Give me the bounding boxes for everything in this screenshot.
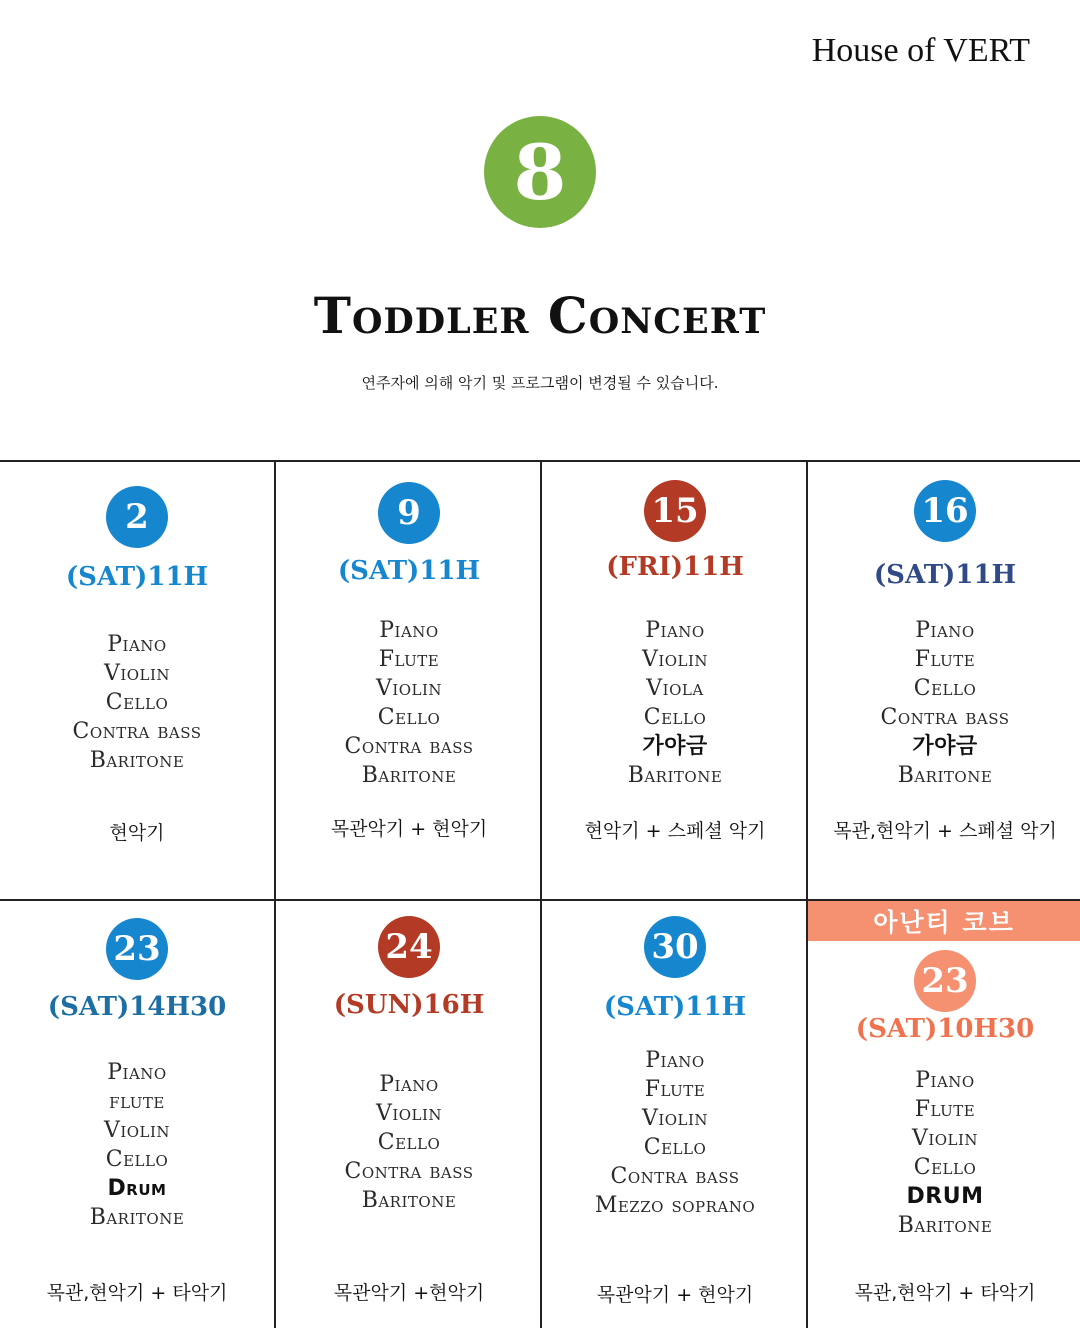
instrument: Flute — [644, 1077, 706, 1102]
instrument: flute — [109, 1089, 165, 1114]
date-badge: 2 — [106, 486, 168, 548]
instrument: DRUM — [906, 1184, 984, 1209]
concert-cell — [4, 918, 270, 1318]
instrument: Cello — [377, 1130, 441, 1155]
instrument: Baritone — [89, 748, 185, 773]
concert-cell — [4, 486, 270, 896]
instrument: Drum — [107, 1176, 167, 1201]
instrument-category: 목관악기 + 현악기 — [330, 818, 488, 840]
instrument: Cello — [105, 1147, 169, 1172]
instrument: Baritone — [897, 763, 993, 788]
date-badge: 15 — [644, 480, 706, 542]
instrument-category: 현악기 + 스페셜 악기 — [584, 820, 766, 842]
day-time: (SAT)10H30 — [855, 1014, 1035, 1044]
instrument: Piano — [645, 618, 705, 643]
instrument-list — [276, 1070, 542, 1215]
instrument-list — [542, 616, 808, 790]
instrument: Viola — [646, 676, 704, 701]
brand-name: House of VERT — [811, 32, 1030, 69]
instrument: Piano — [915, 618, 975, 643]
day-time: (FRI)11H — [606, 552, 744, 582]
instrument: Baritone — [361, 763, 457, 788]
instrument: Violin — [375, 676, 443, 701]
instrument-category: 목관,현악기 + 타악기 — [854, 1282, 1036, 1304]
instrument: Violin — [641, 647, 709, 672]
date-badge: 24 — [378, 916, 440, 978]
instrument-category: 현악기 — [109, 822, 165, 844]
instrument: Cello — [913, 676, 977, 701]
instrument: Cello — [913, 1155, 977, 1180]
instrument: Cello — [105, 690, 169, 715]
instrument: Cello — [643, 705, 707, 730]
instrument: Piano — [107, 1060, 167, 1085]
instrument: Violin — [911, 1126, 979, 1151]
day-time: (SAT)11H — [873, 560, 1017, 590]
instrument-list — [542, 1046, 808, 1220]
instrument-list — [812, 1066, 1078, 1240]
instrument: Contra bass — [344, 734, 474, 759]
instrument: Violin — [641, 1106, 709, 1131]
concert-cell — [276, 482, 542, 892]
instrument: Baritone — [897, 1213, 993, 1238]
instrument-list — [812, 616, 1078, 790]
instrument: Piano — [107, 632, 167, 657]
instrument: 가야금 — [912, 734, 978, 759]
instrument-category: 목관악기 +현악기 — [333, 1282, 485, 1304]
instrument-list — [4, 630, 270, 775]
instrument: Mezzo soprano — [594, 1193, 756, 1218]
instrument: Baritone — [361, 1188, 457, 1213]
page-subtitle: 연주자에 의해 악기 및 프로그램이 변경될 수 있습니다. — [361, 374, 719, 392]
concert-cell — [542, 480, 808, 890]
concert-cell — [812, 950, 1078, 1320]
concert-cell — [542, 916, 808, 1316]
day-time: (SAT)11H — [65, 562, 209, 592]
instrument: Piano — [379, 618, 439, 643]
concert-cell — [812, 480, 1078, 890]
instrument-list — [4, 1058, 270, 1232]
instrument: Flute — [378, 647, 440, 672]
date-badge: 23 — [914, 950, 976, 1012]
instrument: Piano — [645, 1048, 705, 1073]
instrument: Piano — [915, 1068, 975, 1093]
date-badge: 9 — [378, 482, 440, 544]
instrument-category: 목관,현악기 + 타악기 — [46, 1282, 228, 1304]
date-badge: 23 — [106, 918, 168, 980]
page-title: Toddler Concert — [313, 286, 767, 345]
day-time: (SAT)11H — [603, 992, 747, 1022]
day-time: (SAT)14H30 — [47, 992, 227, 1022]
date-badge: 16 — [914, 480, 976, 542]
instrument: Baritone — [627, 763, 723, 788]
month-badge: 8 — [484, 116, 596, 228]
day-time: (SAT)11H — [337, 556, 481, 586]
instrument: Cello — [377, 705, 441, 730]
instrument-list — [276, 616, 542, 790]
instrument: Violin — [375, 1101, 443, 1126]
concert-cell — [276, 916, 542, 1316]
day-time: (SUN)16H — [333, 990, 485, 1020]
instrument: Contra bass — [880, 705, 1010, 730]
instrument: Piano — [379, 1072, 439, 1097]
instrument-category: 목관악기 + 현악기 — [596, 1284, 754, 1306]
instrument-category: 목관,현악기 + 스페셜 악기 — [833, 820, 1057, 842]
instrument: Contra bass — [610, 1164, 740, 1189]
instrument: Baritone — [89, 1205, 185, 1230]
instrument: Contra bass — [72, 719, 202, 744]
instrument: Flute — [914, 1097, 976, 1122]
instrument: Cello — [643, 1135, 707, 1160]
instrument: Violin — [103, 1118, 171, 1143]
date-badge: 30 — [644, 916, 706, 978]
instrument: Flute — [914, 647, 976, 672]
venue-banner: 아난티 코브 — [808, 901, 1080, 941]
instrument: Contra bass — [344, 1159, 474, 1184]
instrument: 가야금 — [642, 734, 708, 759]
instrument: Violin — [103, 661, 171, 686]
